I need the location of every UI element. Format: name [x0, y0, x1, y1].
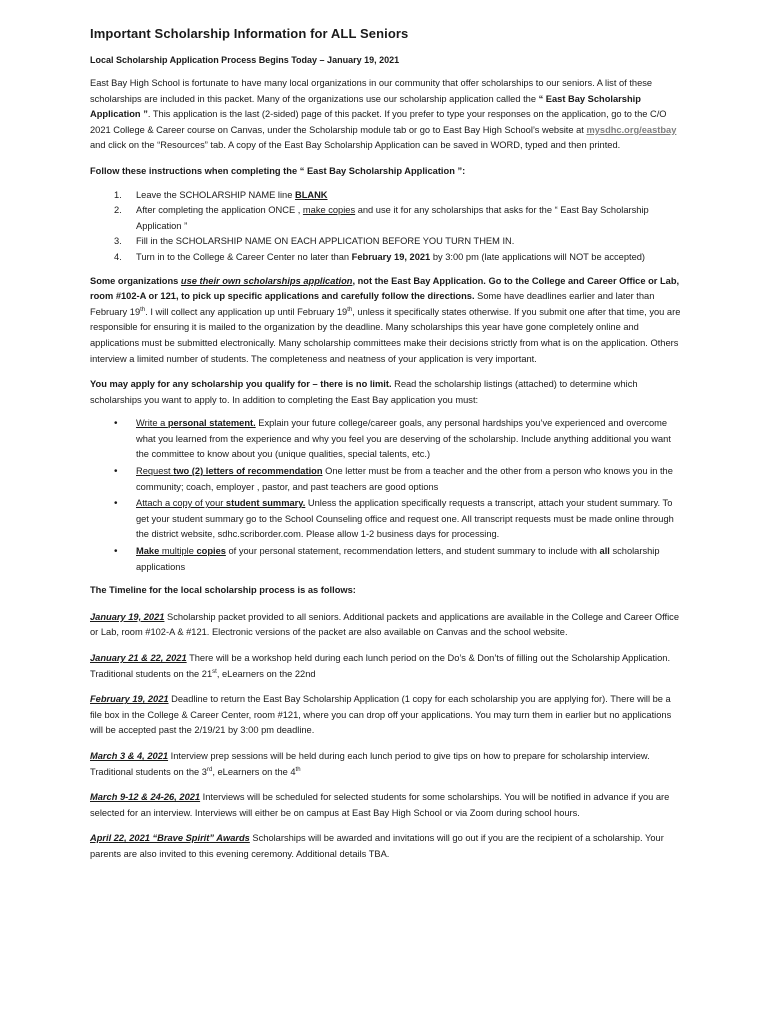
- timeline-item: January 21 & 22, 2021 There will be a workshop held during each lunch period on the Do’s & Don’ts of filling out the Scholarship Application. Traditional students on the 21st, eLearners on the 22nd: [90, 653, 671, 679]
- website-link[interactable]: mysdhc.org/eastbay: [586, 124, 677, 135]
- list-item: • Write a personal statement. Explain your future college/career goals, any personal hardships you’ve experienced and overcome what you learned from the experience and why you feel you are deserving of the scholarship. Include anything additional you want the committee to know about you (unique qualities, special talents, etc.): [90, 416, 682, 463]
- page-subtitle: Local Scholarship Application Process Begins Today – January 19, 2021: [90, 55, 400, 65]
- bullet-icon: •: [114, 418, 118, 430]
- bullet-icon: •: [114, 498, 118, 510]
- page-title: Important Scholarship Information for ALL Seniors: [90, 26, 409, 41]
- instructions-heading: Follow these instructions when completing the “ East Bay Scholarship Application ”:: [90, 165, 466, 176]
- list-item: 2. After completing the application ONCE , make copies and use it for any scholarships that asks for the “ East Bay Scholarship Application ”: [114, 205, 649, 231]
- timeline-item: January 19, 2021 Scholarship packet provided to all seniors. Additional packets and applications are available in the College and Career Office or Lab, room #102-A & #121. Electronic versions of the packet are also available on Canvas and the school website.: [90, 611, 680, 638]
- timeline-item: February 19, 2021 Deadline to return the East Bay Scholarship Application (1 copy for each scholarship you are applying for). There will be a file box in the College & Career Center, room #121, where you can drop off your applications. You may turn them in earlier but no applications will be accepted past the 2/19/21 by 3:00 pm deadline.: [90, 694, 672, 736]
- timeline-item: March 3 & 4, 2021 Interview prep sessions will be held during each lunch period to give tips on how to prepare for scholarship interview. Traditional students on the 3rd, eLearners on the 4th: [90, 750, 650, 777]
- list-item: • Make multiple copies of your personal statement, recommendation letters, and student summary to include with all scholarship applications: [90, 544, 682, 575]
- own-applications-paragraph: Some organizations use their own scholarships application, not the East Bay Application. Go to the College and Career Office or Lab, room #102-A or 121, to pick up specific applications and carefully follow the directions. Some have deadlines earlier and later than February 19th. I will collect any application up until February 19th, unless it specifically states otherwise. If you submit one after that time, you are responsible for ensuring it is mailed to the organization by the deadline. Many scholarships this year have gone completely online and applications must be submitted electronically. Many scholarship committees make their decisions strictly from what is on the application. Others interview a limited number of students. The completeness and neatness of your application is very important.: [90, 275, 681, 364]
- app-name: “ East Bay Scholarship Application ”: [90, 93, 641, 120]
- timeline-item: April 22, 2021 “Brave Spirit” Awards Scholarships will be awarded and invitations will go out if you are the recipient of a scholarship. Your parents are also invited to this evening ceremony. Additional details TBA.: [90, 833, 664, 859]
- bullet-icon: •: [114, 546, 118, 558]
- list-item: • Request two (2) letters of recommendation One letter must be from a teacher and the other from a person who knows you in the community; coach, employer , pastor, and past teachers are good options: [90, 464, 682, 495]
- requirements-list: [90, 416, 682, 575]
- list-item: 1. Leave the SCHOLARSHIP NAME line BLANK: [114, 189, 328, 200]
- intro-paragraph: East Bay High School is fortunate to have many local organizations in our community that offer scholarships to our seniors. A list of these scholarships are included in this packet. Many of the organizations use our scholarship application called the “ East Bay Scholarship Application ”. This application is the last (2-sided) page of this packet. If you prefer to type your responses on the application, go to the C/O 2021 College & Career course on Canvas, under the Scholarship module tab or go to East Bay High School’s website at mysdhc.org/eastbay and click on the “Resources” tab. A copy of the East Bay Scholarship Application can be saved in WORD, typed and then printed.: [90, 78, 677, 151]
- instructions-list: [90, 188, 682, 266]
- list-item: 4. Turn in to the College & Career Center no later than February 19, 2021 by 3:00 pm (late applications will NOT be accepted): [114, 251, 646, 262]
- list-item: 3. Fill in the SCHOLARSHIP NAME ON EACH APPLICATION BEFORE YOU TURN THEM IN.: [114, 236, 515, 247]
- timeline-item: March 9-12 & 24-26, 2021 Interviews will be scheduled for selected students for some scholarships. You will be notified in advance if you are selected for an interview. Interviews will either be on campus at East Bay High School or via Zoom during school hours.: [90, 792, 670, 818]
- timeline-heading: The Timeline for the local scholarship process is as follows:: [90, 585, 356, 596]
- bullet-icon: •: [114, 466, 118, 478]
- timeline: [90, 610, 682, 863]
- list-item: • Attach a copy of your student summary. Unless the application specifically requests a transcript, attach your student summary. To get your student summary go to the School Counseling office and request one. All transcript requests must be made online through the district website, sdhc.scriborder.com. Please allow 1-2 business days for processing.: [90, 496, 682, 543]
- apply-paragraph: You may apply for any scholarship you qualify for – there is no limit. Read the scholarship listings (attached) to determine which scholarships you want to apply to. In addition to completing the East Bay application you must:: [90, 379, 638, 405]
